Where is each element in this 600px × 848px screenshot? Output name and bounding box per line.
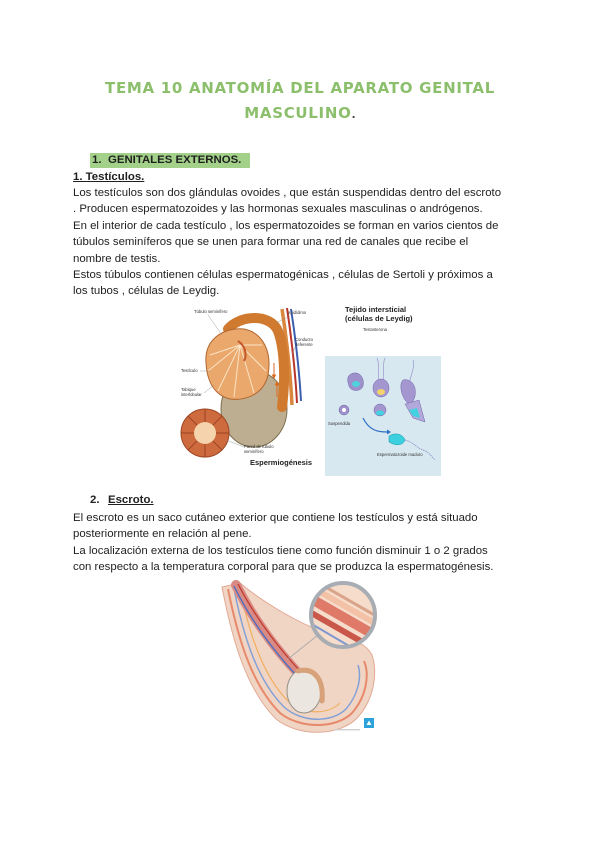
paragraph-testiculos (73, 185, 501, 300)
paragraph-line: Los testículos son dos glándulas ovoides , que están suspendidas dentro del escroto (73, 187, 502, 199)
section-heading-highlight (90, 153, 250, 168)
label-septum-line-1: Tabique (181, 387, 196, 392)
paragraph-line: con respecto a la temperatura corporal para que se produzca la espermatogénesis. (73, 561, 494, 574)
scrotum-anatomy-figure (218, 577, 380, 737)
document-title-period: . (351, 108, 356, 121)
spermatid-nucleus-4 (342, 408, 346, 412)
spermatid-nucleus-1 (352, 381, 360, 387)
label-seminiferous-tubule: Túbulo seminífero (194, 309, 228, 314)
label-testis: Testículo (181, 368, 198, 373)
paragraph-line: . Producen espermatozoides y las hormonas sexuales masculinas o andrógenos. (73, 203, 483, 216)
paragraph-escroto (73, 510, 493, 576)
paragraph-line: nombre de testis. (73, 252, 161, 265)
figure-title: Tejido intersticial (345, 305, 407, 314)
paragraph-line: posteriormente en relación al pene. (73, 528, 252, 541)
spermatid-cap-5 (376, 411, 384, 416)
section-number: 1. (92, 154, 102, 166)
paragraph-line: túbulos seminíferos que se unen para formar una red de canales que recibe el (73, 236, 469, 249)
document-title-line-2 (0, 104, 600, 124)
figure-subtitle: (células de Leydig) (345, 314, 413, 323)
spermatid-acrosome-2 (377, 389, 385, 395)
label-tubule-wall-line-2: seminífero (244, 449, 264, 454)
label-septum-line-2: interlobular (181, 392, 202, 397)
label-tubule-wall-line-1: Pared de túbulo (244, 444, 274, 449)
testis-anatomy-figure (178, 305, 320, 467)
label-spermatid: Suspendida (328, 421, 351, 426)
paragraph-line: La localización externa de los testículos tiene como función disminuir 1 o 2 grados (73, 544, 488, 557)
subsection-heading-escroto: Escroto. (108, 494, 154, 506)
document-title-word: MASCULINO (244, 104, 352, 122)
label-epididymis: epidídimo (288, 310, 307, 315)
subsection-number-escroto: 2. (90, 494, 100, 506)
label-deferent-duct-line-2: deferente (295, 342, 313, 347)
tubule-cross-section-lumen (194, 422, 216, 444)
paragraph-line: El escroto es un saco cutáneo exterior que contiene los testículos y está situado (73, 512, 478, 524)
paragraph-line: En el interior de cada testículo , los espermatozoides se forman en varios cientos de (73, 219, 499, 232)
label-deferent-duct-line-1: Conducto (295, 337, 313, 342)
caption-watermark (334, 729, 360, 730)
document-title-line-1: TEMA 10 ANATOMÍA DEL APARATO GENITAL (105, 79, 495, 97)
leader-line (204, 385, 214, 393)
figure-note: Testosterona (363, 327, 387, 332)
leydig-spermiogenesis-figure (325, 300, 442, 477)
paragraph-line: Estos túbulos contienen células espermatogénicas , células de Sertoli y próximos a (73, 268, 493, 281)
leader-line (208, 315, 222, 335)
subsection-heading-testiculos: 1. Testículos. (73, 171, 145, 183)
paragraph-line: los tubos , células de Leydig. (73, 285, 220, 298)
label-mature-sperm: Espermatozoide maduro (377, 452, 423, 457)
figure-caption-spermiogenesis: Espermiogénesis (249, 458, 313, 467)
section-title: GENITALES EXTERNOS. (108, 154, 242, 166)
